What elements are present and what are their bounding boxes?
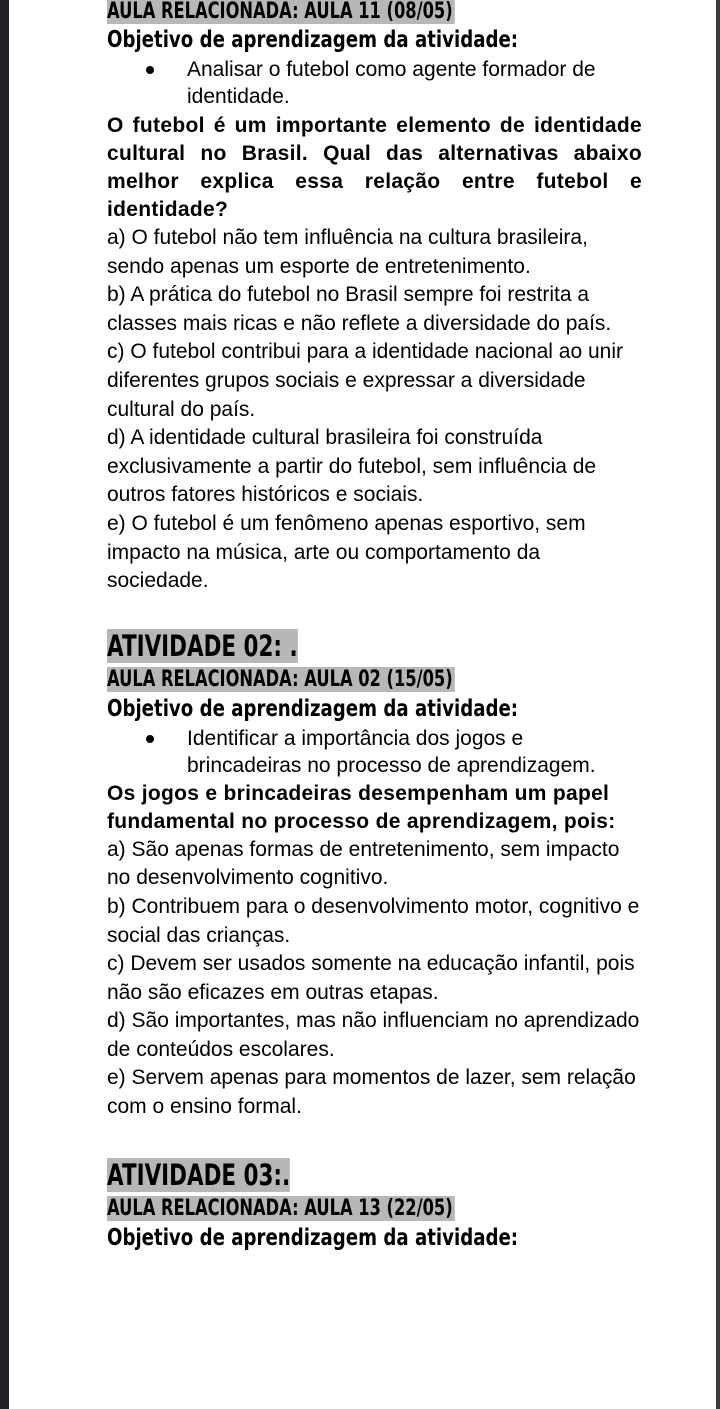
objetivo-bullet-1: Analisar o futebol como agente formador de identidade. xyxy=(107,56,642,110)
atividade-03-heading: ATIVIDADE 03:. xyxy=(107,1157,291,1192)
objetivo-heading-2: Objetivo de aprendizagem da atividade: xyxy=(107,695,519,722)
option-1c: c) O futebol contribui para a identidade nacional ao unir diferentes grupos sociais e expressar a diversidade cultural do país. xyxy=(107,340,623,421)
option-2a: a) São apenas formas de entretenimento, sem impacto no desenvolvimento cognitivo. xyxy=(107,837,620,890)
option-1a: a) O futebol não tem influência na cultura brasileira, sendo apenas um esporte de entretenimento. xyxy=(107,226,588,278)
aula-relacionada-2: AULA RELACIONADA: AULA 02 (15/05) xyxy=(107,667,507,692)
objetivo-heading-1: Objetivo de aprendizagem da atividade: xyxy=(107,27,519,53)
option-2b: b) Contribuem para o desenvolvimento motor, cognitivo e social das crianças. xyxy=(107,894,640,947)
right-edge-bar xyxy=(716,0,720,1409)
question-1: O futebol é um importante elemento de identidade cultural no Brasil. Qual das alternativas abaixo melhor explica essa relação entre futebol e identidade? xyxy=(107,114,642,221)
option-2d: d) São importantes, mas não influenciam no aprendizado de conteúdos escolares. xyxy=(107,1009,640,1061)
document-page xyxy=(107,0,647,1252)
objetivo-heading-3: Objetivo de aprendizagem da atividade: xyxy=(107,1224,519,1251)
atividade-02-heading: ATIVIDADE 02: . xyxy=(107,628,298,663)
aula-relacionada-1: AULA RELACIONADA: AULA 11 (08/05) xyxy=(107,0,507,24)
option-1d: d) A identidade cultural brasileira foi construída exclusivamente a partir do futebol, sem influência de outros fatores históricos e sociais. xyxy=(107,426,597,507)
option-1e: e) O futebol é um fenômeno apenas esportivo, sem impacto na música, arte ou comportamento da sociedade. xyxy=(107,511,586,593)
option-2e: e) Servem apenas para momentos de lazer, sem relação com o ensino formal. xyxy=(107,1066,636,1119)
objetivo-bullet-2: Identificar a importância dos jogos e brincadeiras no processo de aprendizagem. xyxy=(107,725,627,779)
left-edge-bar xyxy=(0,0,9,1409)
option-2c: c) Devem ser usados somente na educação infantil, pois não são eficazes em outras etapas. xyxy=(107,952,635,1004)
question-2: Os jogos e brincadeiras desempenham um papel fundamental no processo de aprendizagem, pois: xyxy=(107,781,616,833)
aula-relacionada-3: AULA RELACIONADA: AULA 13 (22/05) xyxy=(107,1196,507,1221)
option-1b: b) A prática do futebol no Brasil sempre foi restrita a classes mais ricas e não reflete a diversidade do país. xyxy=(107,283,612,335)
